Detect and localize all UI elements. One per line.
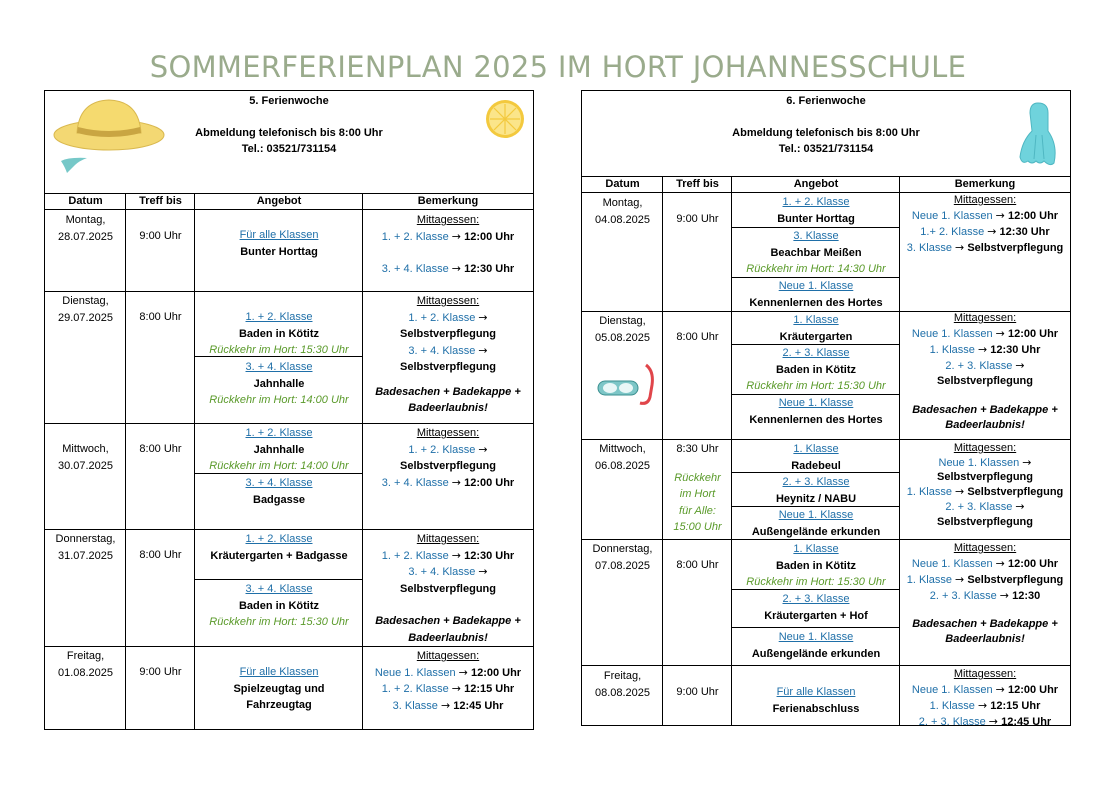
swim-note: Badeerlaubnis!: [408, 402, 488, 414]
lunch-time: Selbstverpflegung: [400, 582, 496, 595]
lunch-class: 2. + 3. Klasse: [929, 590, 997, 602]
date-label: 06.08.2025: [594, 459, 651, 472]
col-angebot-header: Angebot: [793, 178, 839, 190]
class-link[interactable]: Neue 1. Klasse: [778, 509, 854, 521]
activity-name: Kräutergarten + Badgasse: [210, 549, 348, 562]
return-time: Rückkehr im Hort: 14:00 Uhr: [209, 460, 349, 472]
class-link[interactable]: 2. + 3. Klasse: [782, 476, 850, 488]
activity-name: Kräutergarten + Hof: [764, 609, 868, 622]
lunch-class: 3. + 4. Klasse: [381, 476, 449, 489]
lunch-heading: Mittagessen:: [416, 650, 480, 662]
lunch-time: 12:45 Uhr: [1001, 716, 1052, 728]
date-label: 30.07.2025: [57, 459, 114, 472]
treff-time: 9:00 Uhr: [139, 230, 182, 242]
return-time: Rückkehr im Hort: 15:30 Uhr: [209, 344, 349, 356]
treff-time: 8:00 Uhr: [676, 331, 719, 343]
treff-time: 8:30 Uhr: [676, 443, 719, 455]
lunch-class: 1. Klasse: [906, 486, 952, 499]
class-link[interactable]: 1. + 2. Klasse: [245, 533, 313, 545]
return-note: Rückkehr: [674, 471, 721, 484]
activity-name: Bunter Horttag: [240, 245, 318, 258]
lunch-class: 3. Klasse: [906, 242, 952, 254]
activity-name: Badgasse: [253, 493, 305, 506]
activity-name: Baden in Kötitz: [238, 599, 320, 612]
lunch-heading: Mittagessen:: [953, 542, 1017, 554]
date-label: 07.08.2025: [594, 559, 651, 572]
lunch-class: 1. + 2. Klasse: [381, 683, 449, 695]
treff-time: 9:00 Uhr: [139, 666, 182, 678]
lunch-class: 3. + 4. Klasse: [408, 566, 476, 578]
col-bemerkung-header: Bemerkung: [417, 195, 479, 207]
lunch-time: 12:30 Uhr: [464, 549, 515, 562]
lunch-heading: Mittagessen:: [953, 312, 1017, 324]
week5-header: [45, 91, 533, 194]
activity-name: Baden in Kötitz: [238, 327, 320, 340]
lunch-time: 12:30 Uhr: [464, 263, 515, 275]
activity-name: Außengelände erkunden: [751, 647, 881, 660]
swim-note: Badeerlaubnis!: [945, 633, 1025, 645]
lunch-time: 12:00 Uhr: [1007, 328, 1059, 340]
lunch-heading: Mittagessen:: [416, 533, 480, 545]
week6-heading: 6. Ferienwoche: [786, 95, 866, 107]
class-link[interactable]: 3. + 4. Klasse: [245, 477, 313, 489]
date-label: 01.08.2025: [57, 666, 114, 679]
return-note: 15:00 Uhr: [673, 521, 722, 533]
col-treff-header: Treff bis: [139, 195, 182, 207]
date-label: 04.08.2025: [594, 213, 651, 226]
return-time: Rückkehr im Hort: 15:30 Uhr: [746, 380, 886, 392]
return-note: für Alle:: [679, 504, 716, 517]
swim-note: Badeerlaubnis!: [945, 419, 1025, 431]
lunch-class: 1. + 2. Klasse: [408, 443, 476, 456]
treff-time: 8:00 Uhr: [139, 443, 182, 455]
week6-header: [582, 91, 1070, 177]
date-label: 31.07.2025: [57, 549, 114, 562]
lunch-time: 12:00 Uhr: [1007, 684, 1059, 696]
class-link[interactable]: 1. + 2. Klasse: [245, 427, 313, 439]
lunch-heading: Mittagessen:: [416, 214, 480, 226]
class-link[interactable]: 1. Klasse: [793, 543, 839, 555]
activity-name: Heynitz / NABU: [775, 492, 857, 505]
day-label: Montag,: [602, 197, 643, 209]
return-time: Rückkehr im Hort: 15:30 Uhr: [209, 616, 349, 628]
col-treff-header: Treff bis: [676, 178, 719, 190]
activity-name: Außengelände erkunden: [751, 525, 881, 538]
class-link[interactable]: Neue 1. Klasse: [778, 631, 854, 643]
lunch-class: Neue 1. Klassen: [374, 666, 456, 679]
activity-name: Beachbar Meißen: [770, 246, 862, 259]
page-title: SOMMERFERIENPLAN 2025 IM HORT JOHANNESSCHULE: [149, 50, 967, 84]
swim-note: Badesachen + Badekappe +: [912, 618, 1058, 630]
lunch-heading: Mittagessen:: [416, 295, 480, 307]
lunch-class: Neue 1. Klassen: [911, 328, 993, 340]
day-label: Freitag,: [603, 670, 642, 682]
lunch-time: 12:30 Uhr: [990, 344, 1041, 356]
lunch-class: 3. + 4. Klasse: [408, 344, 476, 357]
treff-time: 8:00 Uhr: [139, 311, 182, 323]
lunch-time: 12:00 Uhr: [1007, 558, 1059, 570]
lunch-time: 12:00 Uhr: [470, 666, 522, 679]
activity-name: Kräutergarten: [779, 330, 853, 343]
lunch-class: 2. + 3. Klasse: [945, 360, 1013, 372]
activity-name: Jahnhalle: [253, 443, 305, 456]
class-link[interactable]: Für alle Klassen: [776, 686, 856, 698]
activity-name: Jahnhalle: [253, 377, 305, 390]
lunch-heading: Mittagessen:: [953, 668, 1017, 680]
lunch-class: 3. + 4. Klasse: [381, 263, 449, 275]
day-label: Montag,: [65, 214, 106, 226]
week5-heading: 5. Ferienwoche: [249, 95, 329, 107]
class-link[interactable]: 3. Klasse: [793, 230, 839, 242]
day-label: Freitag,: [66, 650, 105, 662]
lunch-heading: Mittagessen:: [416, 427, 480, 439]
col-angebot-header: Angebot: [256, 195, 302, 207]
class-link[interactable]: 1. + 2. Klasse: [782, 196, 850, 208]
col-datum-header: Datum: [68, 195, 103, 207]
lunch-time: Selbstverpflegung: [400, 460, 496, 472]
date-label: 05.08.2025: [594, 331, 651, 344]
sun-hat-icon: [49, 95, 167, 179]
lunch-time: 12:15 Uhr: [464, 683, 515, 695]
class-link[interactable]: Neue 1. Klasse: [778, 280, 854, 292]
class-link[interactable]: Für alle Klassen: [239, 666, 319, 678]
return-time: Rückkehr im Hort: 14:30 Uhr: [746, 263, 886, 275]
lunch-time: 12:30: [1012, 590, 1041, 602]
lunch-class: 2. + 3. Klasse: [918, 716, 986, 728]
class-link[interactable]: 1. Klasse: [793, 314, 839, 326]
lunch-time: 12:00 Uhr: [464, 230, 515, 243]
lunch-class: Neue 1. Klassen: [911, 210, 993, 222]
class-link[interactable]: 3. + 4. Klasse: [245, 583, 313, 595]
activity-name: Ferienabschluss: [772, 702, 860, 715]
date-label: 29.07.2025: [57, 311, 114, 324]
return-time: Rückkehr im Hort: 15:30 Uhr: [746, 576, 886, 588]
lunch-class: 1. Klasse: [929, 344, 975, 356]
lunch-class: Neue 1. Klassen: [911, 684, 993, 696]
lunch-time: Selbstverpflegung: [937, 471, 1033, 484]
class-link[interactable]: 1. + 2. Klasse: [245, 311, 313, 323]
lunch-time: Selbstverpflegung: [967, 486, 1064, 499]
swim-note: Badeerlaubnis!: [408, 631, 488, 644]
day-label: Dienstag,: [62, 295, 109, 307]
activity-name: Spielzeugtag und: [233, 682, 325, 695]
lunch-class: 2. + 3. Klasse: [945, 500, 1013, 513]
return-time: Rückkehr im Hort: 14:00 Uhr: [209, 394, 349, 406]
col-bemerkung-header: Bemerkung: [954, 178, 1016, 190]
treff-time: 8:00 Uhr: [676, 559, 719, 571]
week6-table: 6. Ferienwoche Abmeldung telefonisch bis 8:00 Uhr Tel.: 03521/731154 Datum Treff bis Angebot Bemerkung Montag, 04.08.2025 9:00 Uhr 1. + 2. Klasse Bunter Horttag 3. Klasse Beachbar Meißen Rückkehr im Hort: 14:30 Uhr Neue 1. Klasse Kennenlernen des Hortes Mittagessen: Neue 1. Klassen → 12:00 Uhr 1.+ 2. Klasse → 12:30 Uhr 3. Klasse → Selbstverpflegung Dienstag, 05.08.2025 8:00 Uhr 1. Klasse Kräutergarten 2. + 3. Klasse Baden in Kötitz Rückkehr im Hort: 15:30 Uhr Neue 1. Klasse Kennenlernen des Hortes Mittagessen: Neue 1. Klassen → 12:00 Uhr 1. Klasse → 12:30 Uhr 2. + 3. Klasse → Selbstverpflegung Badesachen + Badekappe + Badeerlaubnis! Mittwoch, 06.08.2025 8:30 Uhr Rückkehr im Hort für Alle: 15:00 Uhr 1. Klasse Radebeul 2. + 3. Klasse Heynitz / NABU Neue 1. Klasse Außengelände erkunden Mittagessen: Neue 1. Klassen → Selbstverpflegung 1. Klasse → Selbstverpflegung 2. + 3. Klasse → Selbstverpflegung Donnerstag, 07.08.2025 8:00 Uhr 1. Klasse Baden in Kötitz Rückkehr im Hort: 15:30 Uhr 2. + 3. Klasse Kräutergarten + Hof Neue 1. Klasse Außengelände erkunden Mittagessen: Neue 1. Klassen → 12:00 Uhr 1. Klasse → Selbstverpflegung 2. + 3. Klasse → 12:30 Badesachen + Badekappe + Badeerlaubnis! Freitag, 08.08.2025 9:00 Uhr Für alle Klassen Ferienabschluss Mittagessen: Neue 1. Klassen → 12:00 Uhr 1. Klasse → 12:15 Uhr 2. + 3. Klasse → 12:45 Uhr: [581, 90, 1071, 726]
snorkel-mask-icon: [594, 363, 660, 409]
treff-time: 9:00 Uhr: [676, 686, 719, 698]
class-link[interactable]: 2. + 3. Klasse: [782, 593, 850, 605]
activity-name: Kennenlernen des Hortes: [749, 296, 883, 309]
lunch-class: 1. Klasse: [906, 574, 952, 586]
week6-phone: Tel.: 03521/731154: [778, 143, 874, 155]
class-link[interactable]: 2. + 3. Klasse: [782, 347, 850, 359]
swim-note: Badesachen + Badekappe +: [375, 615, 521, 627]
lunch-class: Neue 1. Klassen: [938, 456, 1020, 469]
day-label: Mittwoch,: [599, 443, 646, 455]
date-label: 28.07.2025: [57, 230, 114, 243]
lunch-class: 3. Klasse: [392, 699, 438, 712]
class-link[interactable]: 3. + 4. Klasse: [245, 361, 313, 373]
lunch-time: 12:15 Uhr: [990, 700, 1041, 712]
lunch-class: 1. Klasse: [929, 700, 975, 712]
class-link[interactable]: Für alle Klassen: [239, 229, 319, 241]
activity-name: Radebeul: [791, 459, 841, 472]
lunch-class: 1.+ 2. Klasse: [920, 226, 985, 238]
col-datum-header: Datum: [605, 178, 640, 190]
week5-table: 5. Ferienwoche Abmeldung telefonisch bis 8:00 Uhr Tel.: 03521/731154 Datum Treff bis Angebot Bemerkung Montag, 28.07.2025 9:00 Uhr Für alle Klassen Bunter Horttag Mittagessen: 1. + 2. Klasse → 12:00 Uhr 3. + 4. Klasse → 12:30 Uhr Dienstag, 29.07.2025 8:00 Uhr 1. + 2. Klasse Baden in Kötitz Rückkehr im Hort: 15:30 Uhr 3. + 4. Klasse Jahnhalle Rückkehr im Hort: 14:00 Uhr Mittagessen: 1. + 2. Klasse → Selbstverpflegung 3. + 4. Klasse → Selbstverpflegung Badesachen + Badekappe + Badeerlaubnis! Mittwoch, 30.07.2025 8:00 Uhr 1. + 2. Klasse Jahnhalle Rückkehr im Hort: 14:00 Uhr 3. + 4. Klasse Badgasse Mittagessen: 1. + 2. Klasse → Selbstverpflegung 3. + 4. Klasse → 12:00 Uhr Donnerstag, 31.07.2025 8:00 Uhr 1. + 2. Klasse Kräutergarten + Badgasse 3. + 4. Klasse Baden in Kötitz Rückkehr im Hort: 15:30 Uhr Mittagessen: 1. + 2. Klasse → 12:30 Uhr 3. + 4. Klasse → Selbstverpflegung Badesachen + Badekappe + Badeerlaubnis! Freitag, 01.08.2025 9:00 Uhr Für alle Klassen Spielzeugtag und Fahrzeugtag Mittagessen: Neue 1. Klassen → 12:00 Uhr 1. + 2. Klasse → 12:15 Uhr 3. Klasse → 12:45 Uhr: [44, 90, 534, 730]
lunch-class: 1. + 2. Klasse: [381, 549, 449, 562]
activity-name: Fahrzeugtag: [246, 699, 312, 711]
activity-name: Bunter Horttag: [777, 212, 855, 225]
class-link[interactable]: Neue 1. Klasse: [778, 397, 854, 409]
swim-note: Badesachen + Badekappe +: [912, 404, 1058, 416]
treff-time: 9:00 Uhr: [676, 213, 719, 225]
lunch-time: 12:00 Uhr: [1007, 210, 1059, 222]
lunch-class: Neue 1. Klassen: [911, 558, 993, 570]
lunch-heading: Mittagessen:: [953, 194, 1017, 206]
week5-phone: Tel.: 03521/731154: [241, 143, 337, 155]
day-label: Donnerstag,: [592, 543, 653, 555]
week5-abmeldung: Abmeldung telefonisch bis 8:00 Uhr: [195, 127, 383, 139]
lunch-time: Selbstverpflegung: [400, 328, 496, 340]
week6-abmeldung: Abmeldung telefonisch bis 8:00 Uhr: [732, 127, 920, 139]
lunch-class: 1. + 2. Klasse: [381, 230, 449, 243]
lunch-time: Selbstverpflegung: [937, 515, 1033, 528]
treff-time: 8:00 Uhr: [139, 549, 182, 561]
lunch-time: 12:00 Uhr: [464, 476, 515, 489]
activity-name: Kennenlernen des Hortes: [749, 413, 883, 426]
day-label: Mittwoch,: [62, 443, 109, 455]
lunch-heading: Mittagessen:: [953, 442, 1017, 454]
day-label: Donnerstag,: [55, 533, 116, 545]
lunch-time: Selbstverpflegung: [937, 375, 1033, 387]
lunch-time: Selbstverpflegung: [967, 574, 1064, 586]
lunch-class: 1. + 2. Klasse: [408, 311, 476, 324]
lunch-time: 12:45 Uhr: [453, 699, 504, 712]
lunch-time: 12:30 Uhr: [999, 226, 1050, 238]
class-link[interactable]: 1. Klasse: [793, 443, 839, 455]
lunch-time: Selbstverpflegung: [400, 361, 496, 373]
lunch-time: Selbstverpflegung: [967, 242, 1064, 254]
activity-name: Baden in Kötitz: [775, 363, 857, 376]
date-label: 08.08.2025: [594, 686, 651, 699]
activity-name: Baden in Kötitz: [775, 559, 857, 572]
swim-fin-icon: [1014, 101, 1060, 169]
return-note: im Hort: [679, 488, 716, 500]
lemon-slice-icon: [485, 99, 525, 139]
swim-note: Badesachen + Badekappe +: [375, 385, 521, 398]
day-label: Dienstag,: [599, 315, 646, 327]
